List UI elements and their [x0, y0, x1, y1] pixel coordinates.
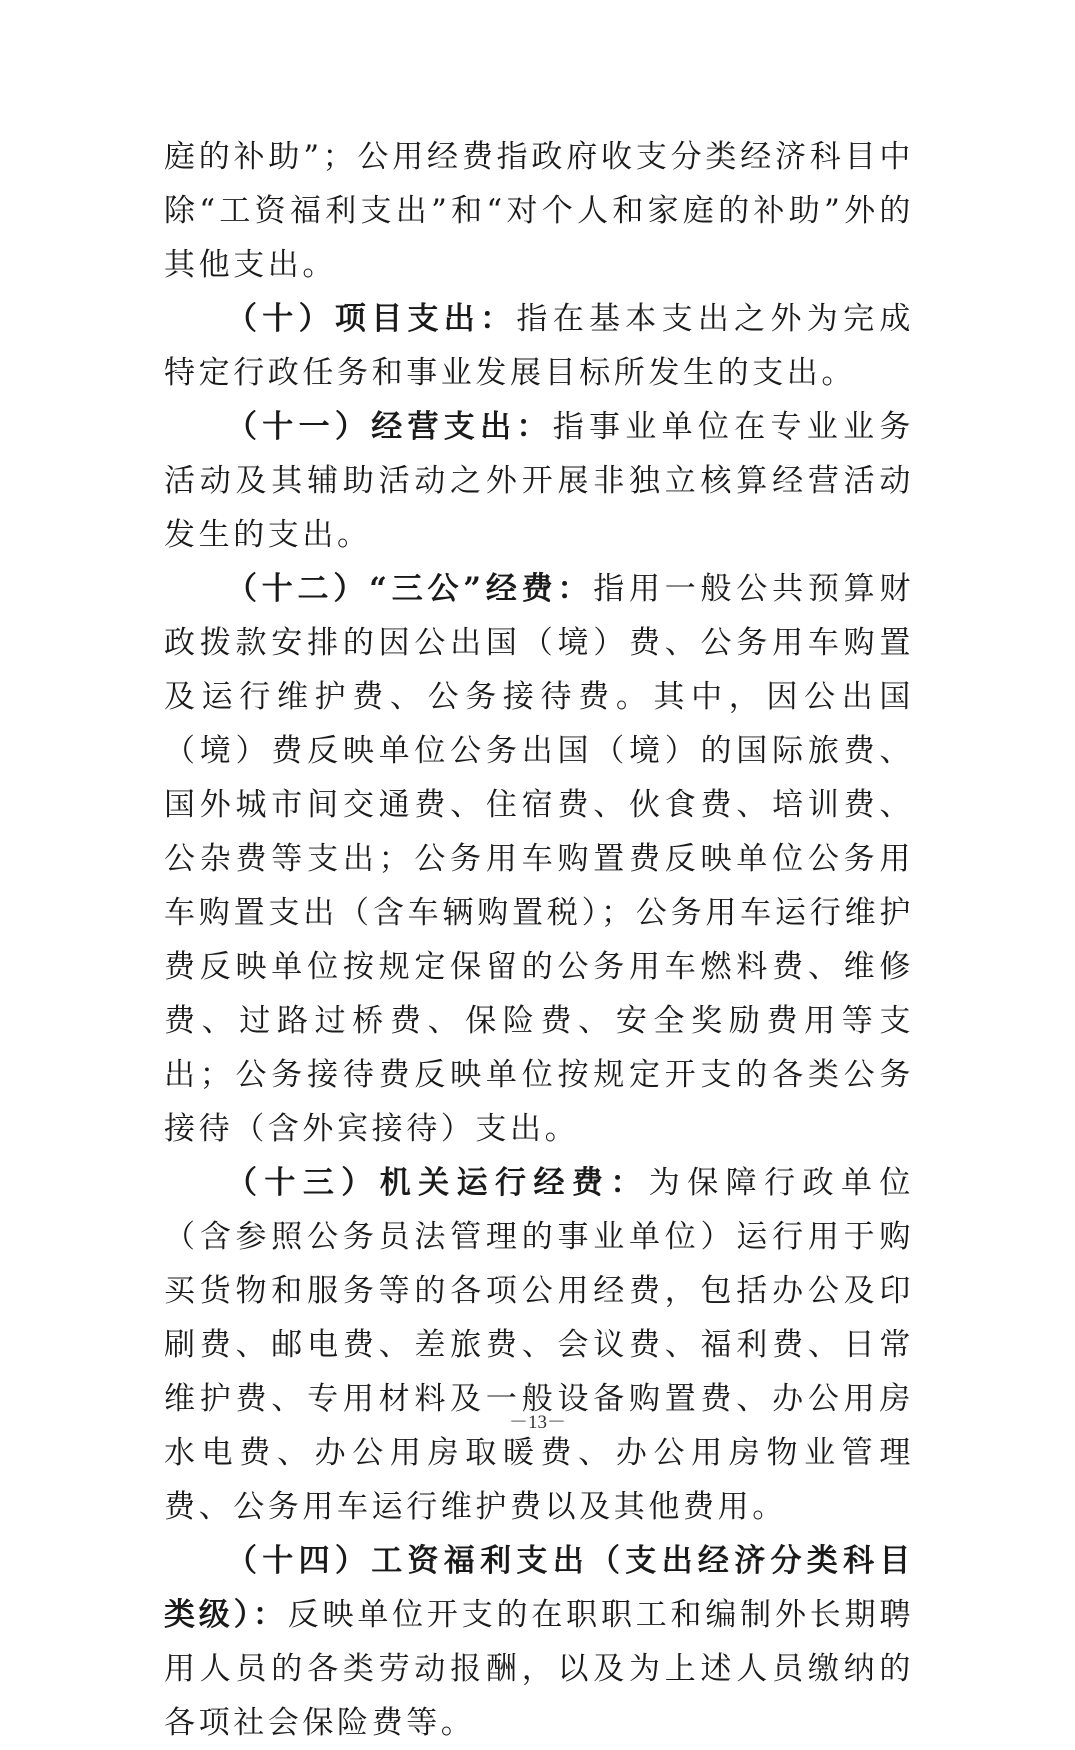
paragraph-three-public-expenses	[164, 562, 914, 1156]
paragraph-agency-operating-funds	[164, 1156, 914, 1534]
paragraph-continuation	[164, 130, 914, 292]
term-heading: （十四）工资福利支出（支出经济分类科目类级）：	[164, 1543, 914, 1633]
paragraph-operating-expenditure	[164, 400, 914, 562]
paragraph-text: 指用一般公共预算财政拨款安排的因公出国（境）费、公务用车购置及运行维护费、公务接待费。其中，因公出国（境）费反映单位公务出国（境）的国际旅费、国外城市间交通费、住宿费、伙食费、培训费、公杂费等支出；公务用车购置费反映单位公务用车购置支出（含车辆购置税）；公务用车运行维护费反映单位按规定保留的公务用车燃料费、维修费、过路过桥费、保险费、安全奖励费用等支出；公务接待费反映单位按规定开支的各类公务接待（含外宾接待）支出。	[164, 571, 915, 1147]
term-heading: （十二）“三公”经费：	[226, 571, 594, 607]
paragraph-text: 指事业单位在专业业务活动及其辅助活动之外开展非独立核算经营活动发生的支出。	[164, 409, 914, 553]
paragraph-text: 指在基本支出之外为完成特定行政任务和事业发展目标所发生的支出。	[164, 301, 914, 391]
page-number: －13－	[508, 1412, 566, 1433]
term-heading: （十）项目支出：	[226, 301, 517, 337]
body-text	[164, 130, 914, 1750]
paragraph-text: 为保障行政单位（含参照公务员法管理的事业单位）运行用于购买货物和服务等的各项公用经费，包括办公及印刷费、邮电费、差旅费、会议费、福利费、日常维护费、专用材料及一般设备购置费、办公用房水电费、办公用房取暖费、办公用房物业管理费、公务用车运行维护费以及其他费用。	[164, 1165, 914, 1525]
paragraph-salary-welfare	[164, 1534, 914, 1750]
paragraph-text: 庭的补助”；公用经费指政府收支分类经济科目中除“工资福利支出”和“对个人和家庭的补助”外的其他支出。	[164, 139, 914, 283]
term-heading: （十一）经营支出：	[226, 409, 553, 445]
term-heading: （十三）机关运行经费：	[226, 1165, 649, 1201]
paragraph-text: 反映单位开支的在职职工和编制外长期聘用人员的各类劳动报酬，以及为上述人员缴纳的各项社会保险费等。	[164, 1597, 914, 1741]
paragraph-project-expenditure	[164, 292, 914, 400]
